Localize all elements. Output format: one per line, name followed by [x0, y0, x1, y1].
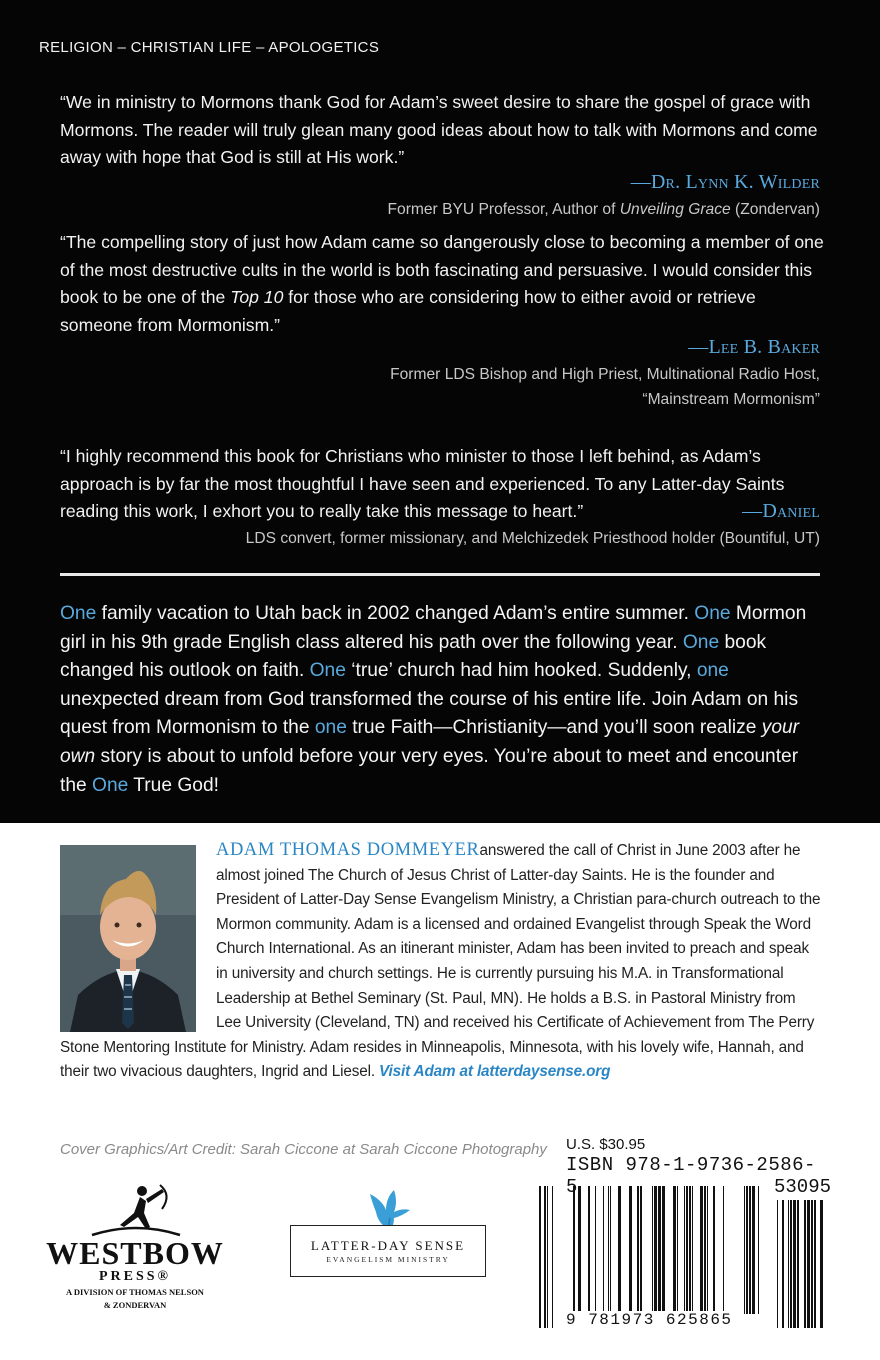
highlight-word: one	[696, 660, 729, 682]
quote-emphasis: Top 10	[230, 287, 284, 307]
isbn-label: ISBN 978-1-9736-2586-5	[566, 1154, 816, 1198]
author-bio	[60, 838, 821, 1085]
book-blurb	[60, 600, 822, 800]
quote-text: for those who are considering how to either avoid or retrieve someone from Mormonism.”	[60, 287, 756, 335]
endorsement-quote: “We in ministry to Mormons thank God for Adam’s sweet desire to share the gospel of grace with Mormons. The reader will truly glean many good ideas about how to talk with Mormons and come away with hope that God is still at His work.”	[60, 92, 818, 167]
publisher-logo	[40, 1183, 230, 1318]
publisher-name: WESTBOW	[46, 1235, 224, 1271]
blurb-emphasis: your own	[60, 717, 800, 767]
author-website-link[interactable]: Visit Adam at latterdaysense.org	[379, 1063, 611, 1081]
endorsement-role	[200, 197, 820, 222]
blurb-text: story is about to unfold before your very eyes. You’re about to meet and encounter the	[60, 745, 799, 796]
ministry-subtitle: EVANGELISM MINISTRY	[326, 1255, 450, 1264]
ministry-logo	[290, 1190, 488, 1278]
endorsement-author-name: —Dr. Lynn K. Wilder	[630, 171, 820, 193]
ministry-logo-box	[290, 1225, 486, 1277]
endorsement-quote	[60, 229, 830, 339]
highlight-word: one	[314, 717, 347, 739]
publisher-division: A DIVISION OF THOMAS NELSON	[66, 1287, 204, 1297]
endorsement-role: LDS convert, former missionary, and Melchizedek Priesthood holder (Bountiful, UT)	[245, 530, 820, 547]
blurb-text: family vacation to Utah back in 2002 changed Adam’s entire summer.	[96, 603, 695, 624]
blurb-text: unexpected dream from God transformed the course of his entire life. Join Adam on his quest from Mormonism to the	[60, 688, 799, 739]
blurb-text: Mormon girl in his 9th grade English class altered his path over the following year.	[60, 603, 807, 653]
role-text: (Zondervan)	[730, 201, 820, 218]
role-line: Former LDS Bishop and High Priest, Multinational Radio Host,	[390, 366, 820, 383]
price-label: U.S. $30.95	[566, 1136, 646, 1153]
endorsement-author	[742, 500, 820, 523]
role-line: “Mainstream Mormonism”	[642, 391, 820, 408]
section-divider	[60, 573, 820, 576]
archer-icon	[80, 1183, 190, 1239]
endorsement-role	[200, 362, 820, 412]
ministry-title: LATTER-DAY SENSE	[310, 1238, 466, 1253]
highlight-word: One	[694, 603, 731, 624]
blurb-text: ‘true’ church had him hooked. Suddenly,	[345, 660, 697, 682]
blurb-text: true Faith—Christianity—and you’ll soon realize	[346, 717, 762, 739]
highlight-word: One	[682, 631, 720, 653]
author-name: ADAM THOMAS DOMMEYER	[216, 840, 480, 860]
barcode-addon-digits: 53095	[774, 1176, 832, 1198]
role-book-title: Unveiling Grace	[619, 201, 731, 218]
endorsement-quote: “I highly recommend this book for Christians who minister to those I left behind, as Adam’s approach is by far the most thoughtful I have seen and experienced. To any Latter-day Saints reading this work, I exhort you to really take this message to heart.”	[60, 446, 785, 521]
highlight-word: One	[309, 660, 346, 682]
blurb-text: book changed his outlook on faith.	[60, 631, 767, 682]
ean-digits: 9 781973 625865	[566, 1311, 733, 1329]
art-credit: Cover Graphics/Art Credit: Sarah Ciccone at Sarah Ciccone Photography	[60, 1141, 547, 1158]
publisher-press: PRESS®	[98, 1269, 172, 1284]
photo-spacer	[60, 838, 196, 1030]
endorsement-author	[631, 171, 820, 194]
endorsement-author-name: —Daniel	[742, 500, 820, 522]
barcode-block	[537, 1136, 832, 1336]
category-label: RELIGION – CHRISTIAN LIFE – APOLOGETICS	[39, 39, 380, 56]
highlight-word: One	[92, 774, 129, 796]
blurb-text: True God!	[128, 774, 219, 796]
highlight-word: One	[60, 603, 97, 624]
publisher-division: & ZONDERVAN	[103, 1300, 167, 1310]
bio-text: answered the call of Christ in June 2003 after he almost joined The Church of Jesus Christ of Latter-day Saints. He is the founder and President of Latter-Day Sense Evangelism Ministry, a Christian para-church outreach to the Mormon community. Adam is a licensed and ordained Evangelist through Speak the Word Church International. As an itinerant minister, Adam has been invited to preach and speak in university and church settings. He is currently pursuing his M.A. in Transformational Leadership at Bethel Seminary (St. Paul, MN). He holds a B.S. in Pastoral Ministry from Lee University (Cleveland, TN) and received his Certificate of Achievement from The Perry Stone Mentoring Institute for Ministry. Adam resides in Minneapolis, Minnesota, with his lovely wife, Hannah, and their two vivacious daughters, Ingrid and Liesel.	[60, 842, 821, 1081]
endorsement-author-name: —Lee B. Baker	[688, 336, 820, 358]
role-text: Former BYU Professor, Author of	[387, 201, 620, 218]
endorsement-author	[688, 336, 820, 359]
quote-text: “The compelling story of just how Adam came so dangerously close to becoming a member of one of the most destructive cults in the world is both fascinating and persuasive. I would consider this book to be one of the	[60, 232, 824, 307]
